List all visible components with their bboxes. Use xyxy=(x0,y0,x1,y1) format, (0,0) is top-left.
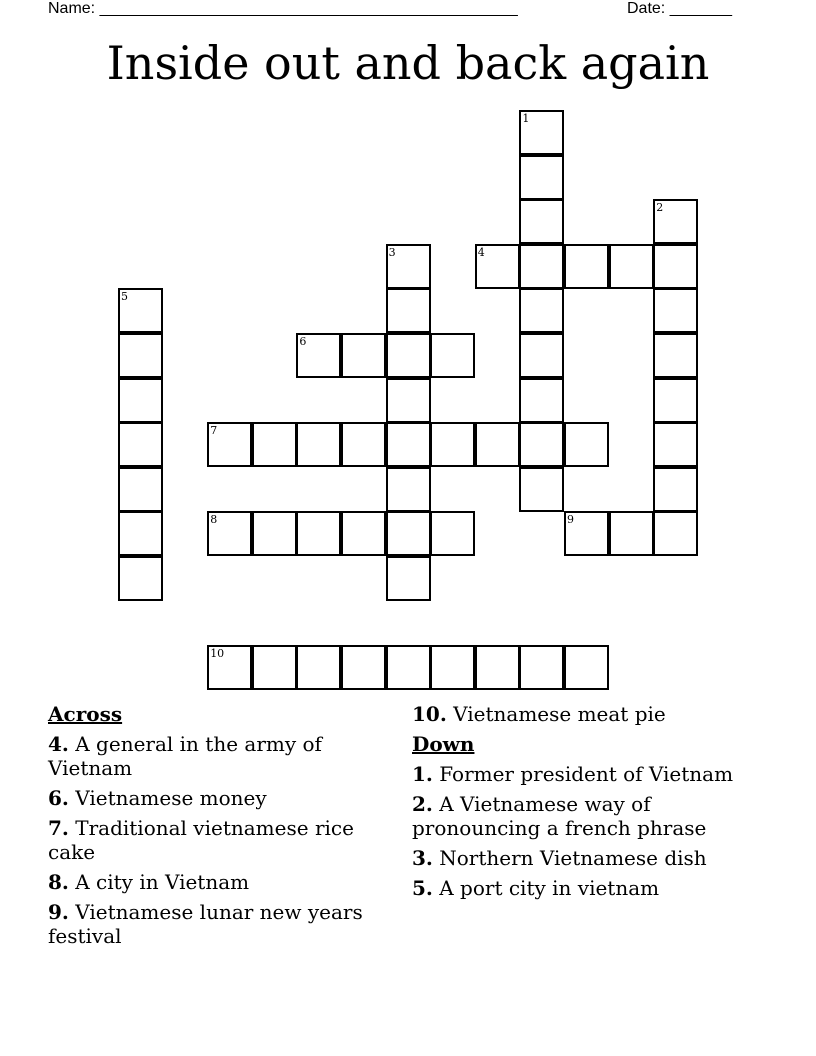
grid-cell[interactable] xyxy=(118,378,163,423)
grid-cell[interactable] xyxy=(341,422,386,467)
clue-number: 1. xyxy=(412,762,433,786)
grid-cell[interactable] xyxy=(296,511,341,556)
grid-cell[interactable] xyxy=(207,422,252,467)
clue-across-9 xyxy=(48,900,388,948)
clue-number: 9. xyxy=(48,900,69,924)
date-field-line[interactable]: Date: _______ xyxy=(627,0,732,17)
clues-column-left xyxy=(48,702,388,954)
grid-cell[interactable] xyxy=(386,467,431,512)
grid-cell[interactable] xyxy=(252,422,297,467)
clue-number: 5. xyxy=(412,876,433,900)
cell-number: 10 xyxy=(210,647,225,661)
grid-cell[interactable] xyxy=(341,645,386,690)
down-heading: Down xyxy=(412,732,475,756)
clue-number: 6. xyxy=(48,786,69,810)
grid-cell[interactable] xyxy=(519,422,564,467)
cell-number: 6 xyxy=(299,335,307,348)
grid-cell[interactable] xyxy=(118,288,163,333)
grid-cell[interactable] xyxy=(386,244,431,289)
grid-cell[interactable] xyxy=(296,422,341,467)
grid-cell[interactable] xyxy=(519,244,564,289)
grid-cell[interactable] xyxy=(252,511,297,556)
grid-cell[interactable] xyxy=(475,645,520,690)
clue-text: Traditional vietnamese rice cake xyxy=(48,816,354,864)
grid-cell[interactable] xyxy=(653,422,698,467)
clue-number: 8. xyxy=(48,870,69,894)
grid-cell[interactable] xyxy=(609,244,654,289)
cell-number: 1 xyxy=(522,112,530,125)
clue-text: Northern Vietnamese dish xyxy=(439,846,707,870)
cell-number: 7 xyxy=(210,424,218,438)
clue-text: Vietnamese meat pie xyxy=(453,702,666,726)
grid-cell[interactable] xyxy=(519,288,564,333)
grid-cell[interactable] xyxy=(341,511,386,556)
grid-cell[interactable] xyxy=(653,378,698,423)
grid-cell[interactable] xyxy=(118,511,163,556)
grid-cell[interactable] xyxy=(341,333,386,378)
grid-cell[interactable] xyxy=(475,244,520,289)
grid-cell[interactable] xyxy=(653,199,698,244)
across-heading: Across xyxy=(48,702,123,726)
grid-cell[interactable] xyxy=(386,333,431,378)
clue-text: Vietnamese money xyxy=(75,786,267,810)
grid-cell[interactable] xyxy=(653,244,698,289)
cell-number: 3 xyxy=(388,245,396,259)
clues-column-right xyxy=(412,702,752,906)
clue-across-8 xyxy=(48,870,388,894)
clue-number: 4. xyxy=(48,732,69,756)
clue-text: Vietnamese lunar new years festival xyxy=(48,900,363,948)
grid-cell[interactable] xyxy=(118,422,163,467)
grid-cell[interactable] xyxy=(653,511,698,556)
grid-cell[interactable] xyxy=(564,645,609,690)
grid-cell[interactable] xyxy=(386,645,431,690)
clue-across-6 xyxy=(48,786,388,810)
grid-cell[interactable] xyxy=(207,511,252,556)
puzzle-title: Inside out and back again xyxy=(106,36,710,90)
clue-text: A general in the army of Vietnam xyxy=(48,732,322,780)
grid-cell[interactable] xyxy=(653,467,698,512)
grid-cell[interactable] xyxy=(386,378,431,423)
clue-down-2 xyxy=(412,792,752,840)
clue-text: A city in Vietnam xyxy=(75,870,250,894)
clue-text: A Vietnamese way of pronouncing a french phrase xyxy=(412,792,707,840)
grid-cell[interactable] xyxy=(430,511,475,556)
grid-cell[interactable] xyxy=(653,333,698,378)
grid-cell[interactable] xyxy=(207,645,252,690)
grid-cell[interactable] xyxy=(430,333,475,378)
grid-cell[interactable] xyxy=(430,645,475,690)
grid-cell[interactable] xyxy=(564,511,609,556)
clue-down-1 xyxy=(412,762,752,786)
clue-down-3 xyxy=(412,846,752,870)
clue-text: A port city in vietnam xyxy=(439,876,660,900)
grid-cell[interactable] xyxy=(653,288,698,333)
grid-cell[interactable] xyxy=(386,288,431,333)
cell-number: 2 xyxy=(656,201,664,215)
clue-across-10 xyxy=(412,702,752,726)
grid-cell[interactable] xyxy=(430,422,475,467)
grid-cell[interactable] xyxy=(296,645,341,690)
grid-cell[interactable] xyxy=(118,333,163,378)
grid-cell[interactable] xyxy=(519,333,564,378)
grid-cell[interactable] xyxy=(519,199,564,244)
grid-cell[interactable] xyxy=(118,556,163,601)
grid-cell[interactable] xyxy=(609,511,654,556)
cell-number: 4 xyxy=(477,245,485,259)
grid-cell[interactable] xyxy=(252,645,297,690)
clue-text: Former president of Vietnam xyxy=(439,762,734,786)
grid-cell[interactable] xyxy=(386,422,431,467)
clue-across-7 xyxy=(48,816,388,864)
grid-cell[interactable] xyxy=(564,422,609,467)
clue-number: 10. xyxy=(412,702,447,726)
grid-cell[interactable] xyxy=(519,467,564,512)
grid-cell[interactable] xyxy=(564,244,609,289)
grid-cell[interactable] xyxy=(519,110,564,155)
grid-cell[interactable] xyxy=(519,645,564,690)
clue-number: 2. xyxy=(412,792,433,816)
grid-cell[interactable] xyxy=(118,467,163,512)
clue-down-5 xyxy=(412,876,752,900)
cell-number: 9 xyxy=(567,513,574,527)
grid-cell[interactable] xyxy=(475,422,520,467)
clue-across-4 xyxy=(48,732,388,780)
grid-cell[interactable] xyxy=(386,556,431,601)
grid-cell[interactable] xyxy=(386,511,431,556)
grid-cell[interactable] xyxy=(296,333,341,378)
clue-number: 7. xyxy=(48,816,69,840)
grid-cell[interactable] xyxy=(519,155,564,200)
grid-cell[interactable] xyxy=(519,378,564,423)
name-field-line[interactable]: Name: _______________________________________________ xyxy=(48,0,518,17)
cell-number: 5 xyxy=(121,290,128,304)
cell-number: 8 xyxy=(210,513,218,527)
clue-number: 3. xyxy=(412,846,433,870)
